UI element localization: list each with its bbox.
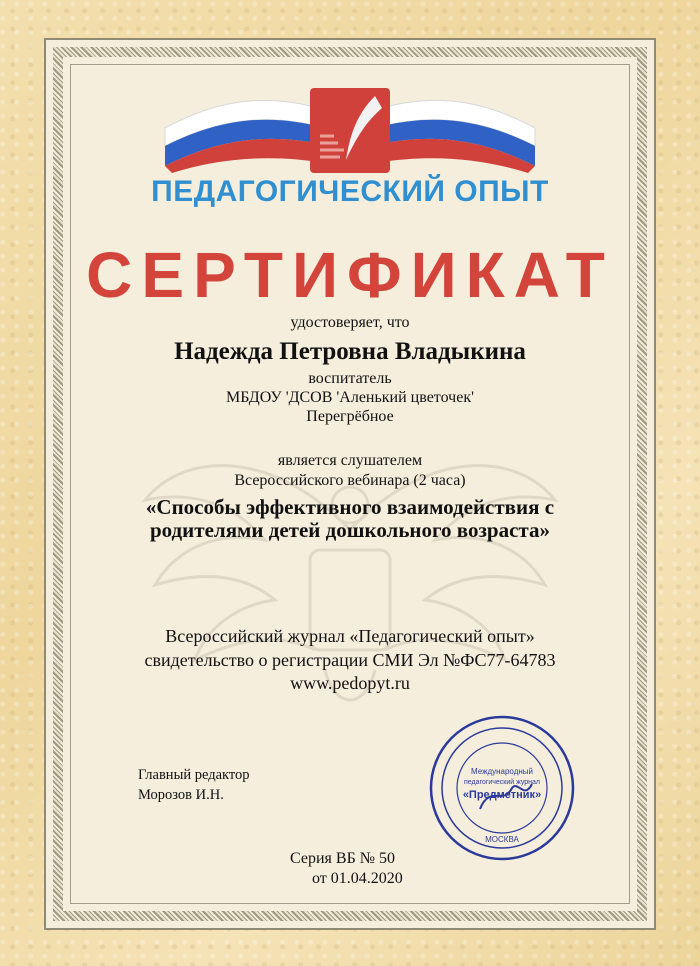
event-title-line1: «Способы эффективного взаимодействия с — [145, 495, 555, 519]
certificate-title: СЕРТИФИКАТ — [86, 239, 614, 311]
seal-name: «Предметник» — [462, 789, 542, 801]
series-date: от 01.04.2020 — [312, 870, 403, 887]
series-block — [290, 849, 403, 889]
seal-top-line: Международный — [470, 767, 534, 776]
event-title-line2: родителями детей дошкольного возраста» — [149, 518, 550, 542]
event-role: является слушателем — [277, 452, 423, 469]
certifies-text: удостоверяет, что — [290, 314, 410, 331]
journal-name: Всероссийский журнал «Педагогический опыт» — [165, 626, 535, 646]
journal-brand-title: ПЕДАГОГИЧЕСКИЙ ОПЫТ — [151, 175, 549, 208]
flag-emblem-icon — [160, 88, 540, 173]
journal-seal-stamp — [428, 714, 576, 862]
recipient-organization: МБДОУ 'ДСОВ 'Аленький цветочек' — [226, 389, 474, 406]
seal-city: МОСКВА — [485, 835, 519, 844]
seal-mid-line: педагогический журнал — [463, 779, 541, 786]
recipient-town: Перегрёбное — [306, 408, 394, 425]
editor-name: Морозов И.Н. — [138, 787, 224, 803]
journal-website: www.pedopyt.ru — [290, 673, 410, 693]
recipient-position: воспитатель — [308, 370, 392, 387]
editor-role: Главный редактор — [138, 767, 250, 783]
series-number: Серия ВБ № 50 — [290, 850, 396, 867]
recipient-name: Надежда Петровна Владыкина — [174, 338, 526, 365]
event-type: Всероссийского вебинара (2 часа) — [234, 472, 466, 489]
registration-info: свидетельство о регистрации СМИ Эл №ФС77-64783 — [144, 650, 556, 670]
